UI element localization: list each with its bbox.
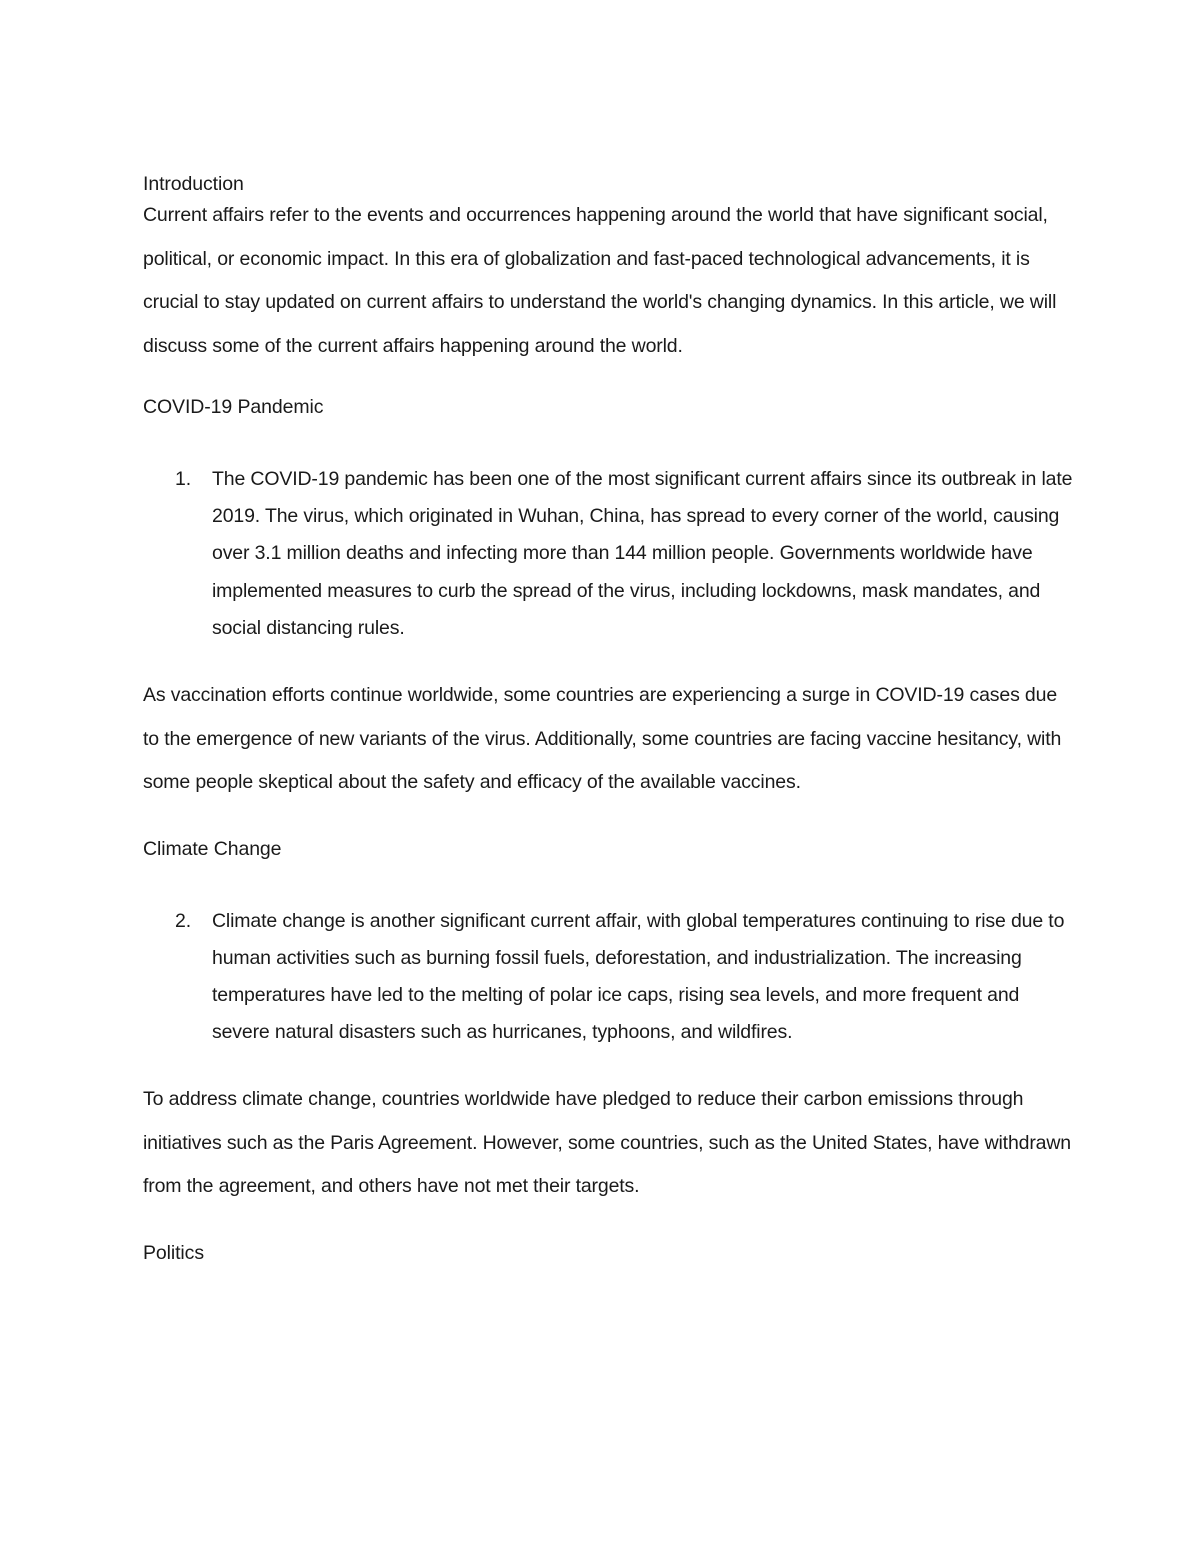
list-number: 2.	[175, 909, 191, 932]
document-page	[143, 170, 1078, 1267]
section-heading-introduction: Introduction	[143, 173, 244, 195]
paragraph-introduction: Current affairs refer to the events and occurrences happening around the world that have significant social, political, or economic impact. In this era of globalization and fast-paced technological advancements, it is crucial to stay updated on current affairs to understand the world's changing dynamics. In this article, we will discuss some of the current affairs happening around the world.	[143, 204, 1057, 357]
numbered-list-climate	[143, 903, 1078, 1052]
list-item-covid	[143, 461, 1078, 647]
paragraph-climate: To address climate change, countries worldwide have pledged to reduce their carbon emissions through initiatives such as the Paris Agreement. However, some countries, such as the United States, have withdrawn from the agreement, and others have not met their targets.	[143, 1088, 1072, 1198]
list-item-text: Climate change is another significant current affair, with global temperatures continuing to rise due to human activities such as burning fossil fuels, deforestation, and industrialization. The increasing temperatures have led to the melting of polar ice caps, rising sea levels, and more frequent and severe natural disasters such as hurricanes, typhoons, and wildfires.	[212, 909, 1065, 1044]
section-heading-politics: Politics	[143, 1241, 204, 1264]
section-heading-covid: COVID-19 Pandemic	[143, 396, 324, 418]
section-heading-climate: Climate Change	[143, 837, 282, 860]
list-number: 1.	[175, 468, 191, 490]
paragraph-covid: As vaccination efforts continue worldwide, some countries are experiencing a surge in COVID-19 cases due to the emergence of new variants of the virus. Additionally, some countries are facing vaccine hesitancy, with some people skeptical about the safety and efficacy of the available vaccines.	[143, 684, 1062, 794]
list-item-climate	[143, 903, 1078, 1052]
list-item-text: The COVID-19 pandemic has been one of the most significant current affairs since its outbreak in late 2019. The virus, which originated in Wuhan, China, has spread to every corner of the world, causing over 3.1 million deaths and infecting more than 144 million people. Governments worldwide have implemented measures to curb the spread of the virus, including lockdowns, mask mandates, and social distancing rules.	[212, 468, 1073, 639]
numbered-list-covid	[143, 461, 1078, 647]
